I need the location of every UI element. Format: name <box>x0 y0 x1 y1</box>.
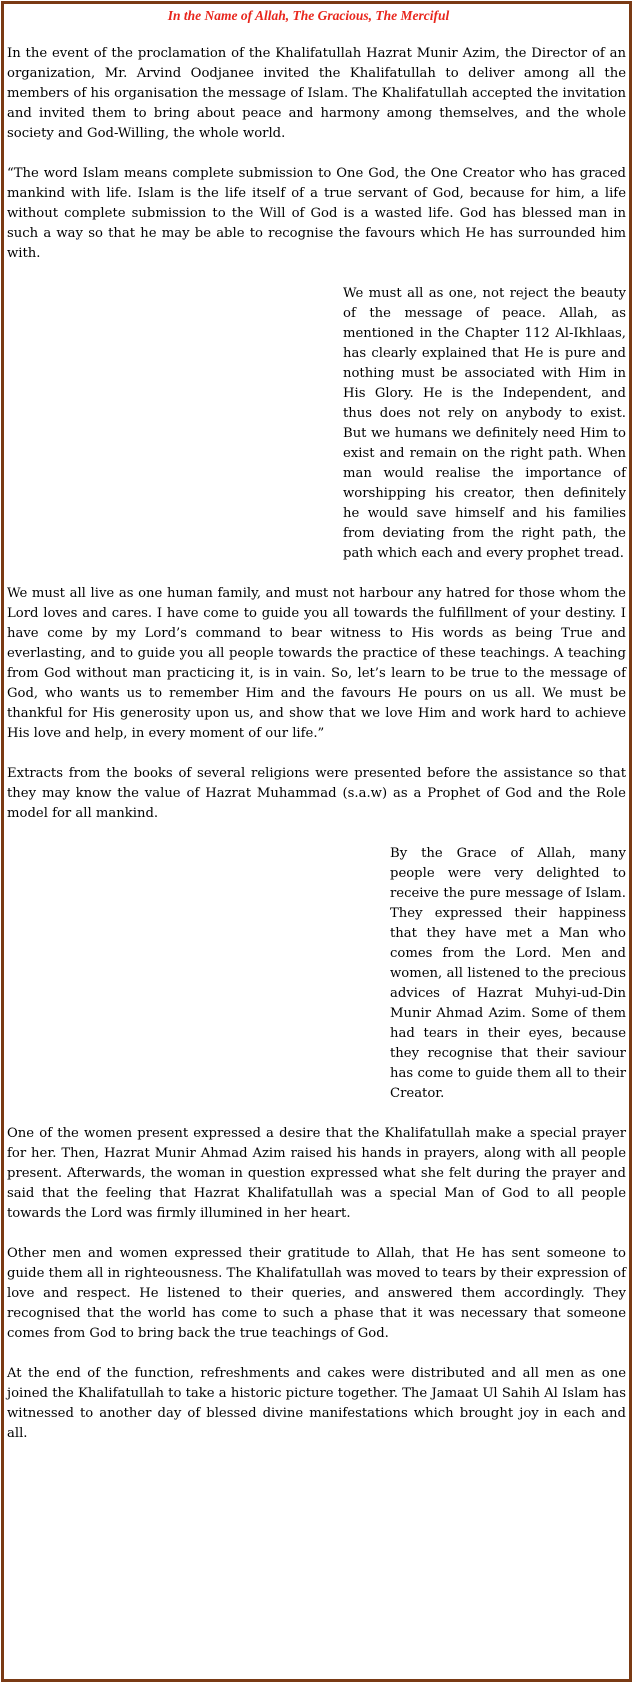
article-body <box>7 6 626 1464</box>
paragraph-gratitude: Other men and women expressed their gratitude to Allah, that He has sent someone to guide them all in righteousness. The Khalifatullah was moved to tears by their expression of love and respect. He listened to their queries, and answered them accordingly. They recognised that the world has come to such a phase that it was necessary that someone comes from God to bring back the true teachings of God. <box>7 1246 626 1341</box>
paragraph-extracts: Extracts from the books of several religions were presented before the assistance so that they may know the value of Hazrat Muhammad (s.a.w) as a Prophet of God and the Role model for all mankind. <box>7 766 626 821</box>
article-heading: In the Name of Allah, The Gracious, The Merciful <box>167 8 450 23</box>
paragraph-grace-of-allah: By the Grace of Allah, many people were very delighted to receive the pure message of Islam. They expressed their happiness that they have met a Man who comes from the Lord. Men and women, all listened to the precious advices of Hazrat Muhyi-ud-Din Munir Ahmad Azim. Some of them had tears in their eyes, because they recognise that their saviour has come to guide them all to their Creator. <box>390 846 626 1101</box>
paragraph-function-end: At the end of the function, refreshments and cakes were distributed and all men as one joined the Khalifatullah to take a historic picture together. The Jamaat Ul Sahih Al Islam has witnessed to another day of blessed divine manifestations which brought joy in each and all. <box>7 1366 626 1441</box>
paragraph-human-family: We must all live as one human family, and must not harbour any hatred for those whom the Lord loves and cares. I have come to guide you all towards the fulfillment of your destiny. I have come by my Lord’s command to bear witness to His words as being True and everlasting, and to guide you all people towards the practice of these teachings. A teaching from God without man practicing it, is in vain. So, let’s learn to be true to the message of God, who wants us to remember Him and the favours He pours on us all. We must be thankful for His generosity upon us, and show that we love Him and work hard to achieve His love and help, in every moment of our life.” <box>7 586 626 741</box>
paragraph-intro: In the event of the proclamation of the Khalifatullah Hazrat Munir Azim, the Director of an organization, Mr. Arvind Oodjanee invited the Khalifatullah to deliver among all the members of his organisation the message of Islam. The Khalifatullah accepted the invitation and invited them to bring about peace and harmony among themselves, and the whole society and God-Willing, the whole world. <box>7 46 626 141</box>
paragraph-special-prayer: One of the women present expressed a desire that the Khalifatullah make a special prayer for her. Then, Hazrat Munir Ahmad Azim raised his hands in prayers, along with all people present. Afterwards, the woman in question expressed what she felt during the prayer and said that the feeling that Hazrat Khalifatullah was a special Man of God to all people towards the Lord was firmly illumined in her heart. <box>7 1126 626 1221</box>
paragraph-message-of-peace: We must all as one, not reject the beauty of the message of peace. Allah, as mentioned in the Chapter 112 Al-Ikhlaas, has clearly explained that He is pure and nothing must be associated with Him in His Glory. He is the Independent, and thus does not rely on anybody to exist. But we humans we definitely need Him to exist and remain on the right path. When man would realise the importance of worshipping his creator, then definitely he would save himself and his families from deviating from the right path, the path which each and every prophet tread. <box>343 286 626 561</box>
paragraph-islam-meaning: “The word Islam means complete submission to One God, the One Creator who has graced mankind with life. Islam is the life itself of a true servant of God, because for him, a life without complete submission to the Will of God is a wasted life. God has blessed man in such a way so that he may be able to recognise the favours which He has surrounded him with. <box>7 166 626 261</box>
